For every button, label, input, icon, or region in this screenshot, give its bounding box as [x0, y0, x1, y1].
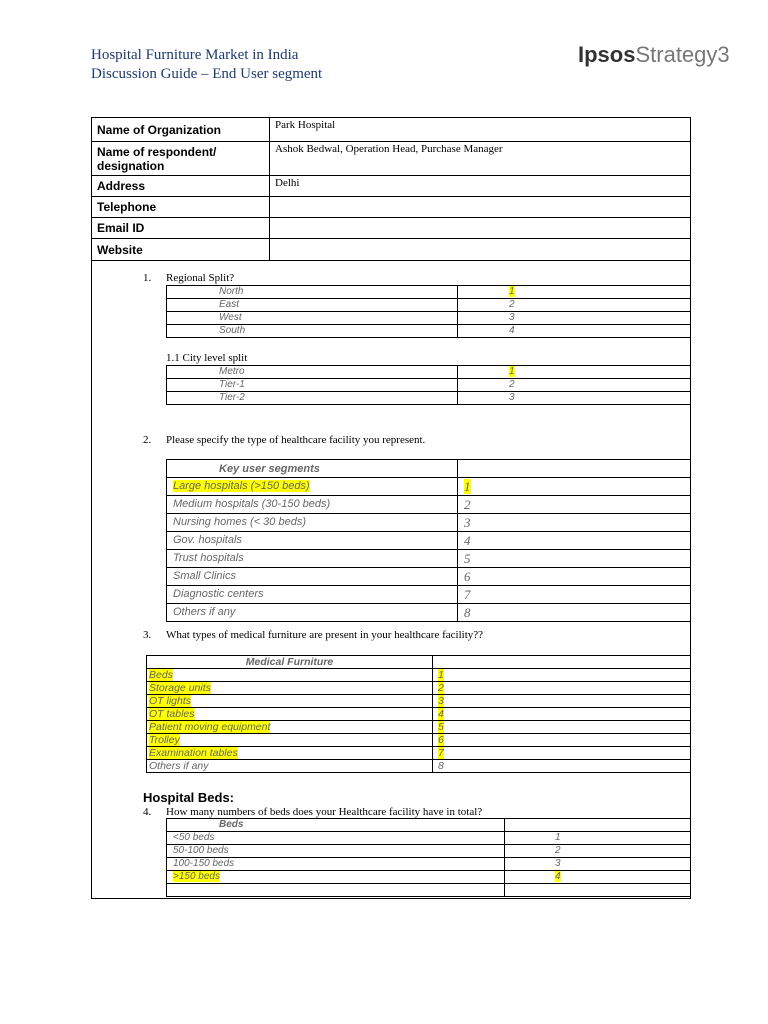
option-code-value: 1: [509, 366, 515, 377]
option-code: 5: [458, 550, 691, 568]
info-value[interactable]: [270, 197, 691, 218]
option-code-value: 3: [438, 695, 444, 707]
option-code-value: 7: [438, 747, 444, 759]
option-label: Nursing homes (< 30 beds): [167, 514, 458, 532]
option-label: Metro: [167, 366, 458, 379]
info-label: Email ID: [92, 218, 270, 239]
table-row[interactable]: [167, 845, 691, 858]
option-code: 8: [458, 604, 691, 622]
logo-rest-text: Strategy3: [635, 42, 730, 67]
option-code: 7: [458, 586, 691, 604]
option-label: Tier-2: [167, 392, 458, 405]
title-line-2: Discussion Guide – End User segment: [91, 66, 323, 82]
option-code: [433, 669, 691, 682]
info-label: Telephone: [92, 197, 270, 218]
table-row[interactable]: [147, 747, 691, 760]
option-label-text: Beds: [149, 669, 173, 681]
option-code: [433, 682, 691, 695]
option-code: 1: [505, 832, 691, 845]
option-label: [147, 695, 433, 708]
option-code: 8: [433, 760, 691, 773]
title-line-1: Hospital Furniture Market in India: [91, 47, 299, 63]
option-label: North: [167, 286, 458, 299]
option-label-text: >150 beds: [173, 871, 220, 882]
table-row[interactable]: [167, 568, 691, 586]
table-row[interactable]: [167, 832, 691, 845]
option-code-value: 6: [438, 734, 444, 746]
table-row[interactable]: [147, 669, 691, 682]
q2-text: Please specify the type of healthcare facility you represent.: [166, 434, 426, 446]
column-header: Medical Furniture: [147, 656, 433, 669]
option-code-value: 2: [438, 682, 444, 694]
table-row[interactable]: [167, 286, 691, 299]
q4-number: 4.: [143, 806, 152, 818]
q1-number: 1.: [143, 272, 152, 284]
option-label: Diagnostic centers: [167, 586, 458, 604]
option-label: South: [167, 325, 458, 338]
option-label-text: OT lights: [149, 695, 192, 707]
option-label-text: Storage units: [149, 682, 211, 694]
option-code: 3: [458, 312, 691, 325]
table-row[interactable]: [167, 392, 691, 405]
respondent-info-table: [91, 117, 691, 261]
table-row[interactable]: [167, 514, 691, 532]
table-row[interactable]: [167, 532, 691, 550]
option-label: East: [167, 299, 458, 312]
option-label: [147, 708, 433, 721]
empty-cell: [167, 884, 505, 897]
option-code: 3: [458, 392, 691, 405]
option-label-text: Examination tables: [149, 747, 238, 759]
option-code: 2: [458, 496, 691, 514]
info-label: Website: [92, 239, 270, 261]
option-label: [147, 747, 433, 760]
info-value[interactable]: Park Hospital: [270, 118, 691, 142]
option-code: [505, 871, 691, 884]
option-code-value: 1: [438, 669, 444, 681]
table-row[interactable]: [147, 760, 691, 773]
table-row[interactable]: [167, 379, 691, 392]
q4-table: [166, 818, 691, 897]
option-code: [433, 721, 691, 734]
option-code: 2: [458, 379, 691, 392]
table-row[interactable]: [167, 366, 691, 379]
option-label: West: [167, 312, 458, 325]
table-row[interactable]: [147, 734, 691, 747]
option-code-value: 1: [464, 479, 471, 494]
q1-1-text: 1.1 City level split: [166, 352, 248, 364]
info-value[interactable]: Ashok Bedwal, Operation Head, Purchase Manager: [270, 142, 691, 176]
table-row[interactable]: [167, 604, 691, 622]
option-code: 4: [458, 532, 691, 550]
option-code: [433, 747, 691, 760]
option-label: Small Clinics: [167, 568, 458, 586]
column-header-empty: [458, 460, 691, 478]
empty-cell: [505, 884, 691, 897]
option-label: Others if any: [167, 604, 458, 622]
column-header-empty: [505, 819, 691, 832]
table-row[interactable]: [167, 858, 691, 871]
table-row[interactable]: [167, 325, 691, 338]
info-label: Address: [92, 176, 270, 197]
option-label: Gov. hospitals: [167, 532, 458, 550]
option-label: [147, 682, 433, 695]
option-code: 2: [505, 845, 691, 858]
option-label: Medium hospitals (30-150 beds): [167, 496, 458, 514]
table-row[interactable]: [167, 586, 691, 604]
option-code-value: 4: [438, 708, 444, 720]
q3-text: What types of medical furniture are present in your healthcare facility??: [166, 629, 484, 641]
ipsos-strategy3-logo: [578, 42, 730, 68]
info-value[interactable]: [270, 239, 691, 261]
option-label-text: OT tables: [149, 708, 195, 720]
table-row-empty: [167, 884, 691, 897]
table-row[interactable]: [167, 299, 691, 312]
option-code: [433, 734, 691, 747]
info-label: Name of Organization: [92, 118, 270, 142]
section-heading-hospital-beds: Hospital Beds:: [143, 790, 235, 805]
q2-table: [166, 459, 691, 622]
info-value[interactable]: [270, 218, 691, 239]
option-label: 100-150 beds: [167, 858, 505, 871]
option-code-value: 4: [555, 871, 561, 882]
table-row[interactable]: [147, 708, 691, 721]
option-label-text: Large hospitals (>150 beds): [173, 480, 310, 492]
option-code: [433, 708, 691, 721]
option-code: 4: [458, 325, 691, 338]
option-code: [458, 478, 691, 496]
option-label: [147, 734, 433, 747]
document-title: [91, 46, 322, 84]
column-header-empty: [433, 656, 691, 669]
table-row[interactable]: [167, 496, 691, 514]
option-code-value: 1: [509, 286, 515, 297]
option-label: Trust hospitals: [167, 550, 458, 568]
option-label: Tier-1: [167, 379, 458, 392]
column-header: Beds: [167, 819, 505, 832]
column-header: Key user segments: [167, 460, 458, 478]
q3-table: [146, 655, 691, 773]
table-row[interactable]: [167, 312, 691, 325]
logo-bold-text: Ipsos: [578, 42, 636, 67]
option-label: <50 beds: [167, 832, 505, 845]
q3-number: 3.: [143, 629, 152, 641]
table-row[interactable]: [167, 550, 691, 568]
option-label: [167, 478, 458, 496]
option-label: [147, 669, 433, 682]
table-row[interactable]: [147, 682, 691, 695]
q1-table: [166, 285, 691, 338]
table-row[interactable]: [167, 478, 691, 496]
option-label-text: Patient moving equipment: [149, 721, 271, 733]
option-code: [433, 695, 691, 708]
table-row[interactable]: [167, 871, 691, 884]
option-code: [458, 366, 691, 379]
option-code: 3: [458, 514, 691, 532]
option-code: [458, 286, 691, 299]
q4-text: How many numbers of beds does your Healthcare facility have in total?: [166, 806, 483, 818]
option-label: 50-100 beds: [167, 845, 505, 858]
table-row[interactable]: [147, 695, 691, 708]
info-label: Name of respondent/ designation: [92, 142, 270, 176]
option-label: [167, 871, 505, 884]
option-label: Others if any: [147, 760, 433, 773]
q1-text: Regional Split?: [166, 272, 235, 284]
option-code-value: 5: [438, 721, 444, 733]
option-code: 2: [458, 299, 691, 312]
option-label: [147, 721, 433, 734]
q2-number: 2.: [143, 434, 152, 446]
table-row[interactable]: [147, 721, 691, 734]
info-value[interactable]: Delhi: [270, 176, 691, 197]
option-code: 6: [458, 568, 691, 586]
option-code: 3: [505, 858, 691, 871]
option-label-text: Trolley: [149, 734, 180, 746]
q1-1-table: [166, 365, 691, 405]
